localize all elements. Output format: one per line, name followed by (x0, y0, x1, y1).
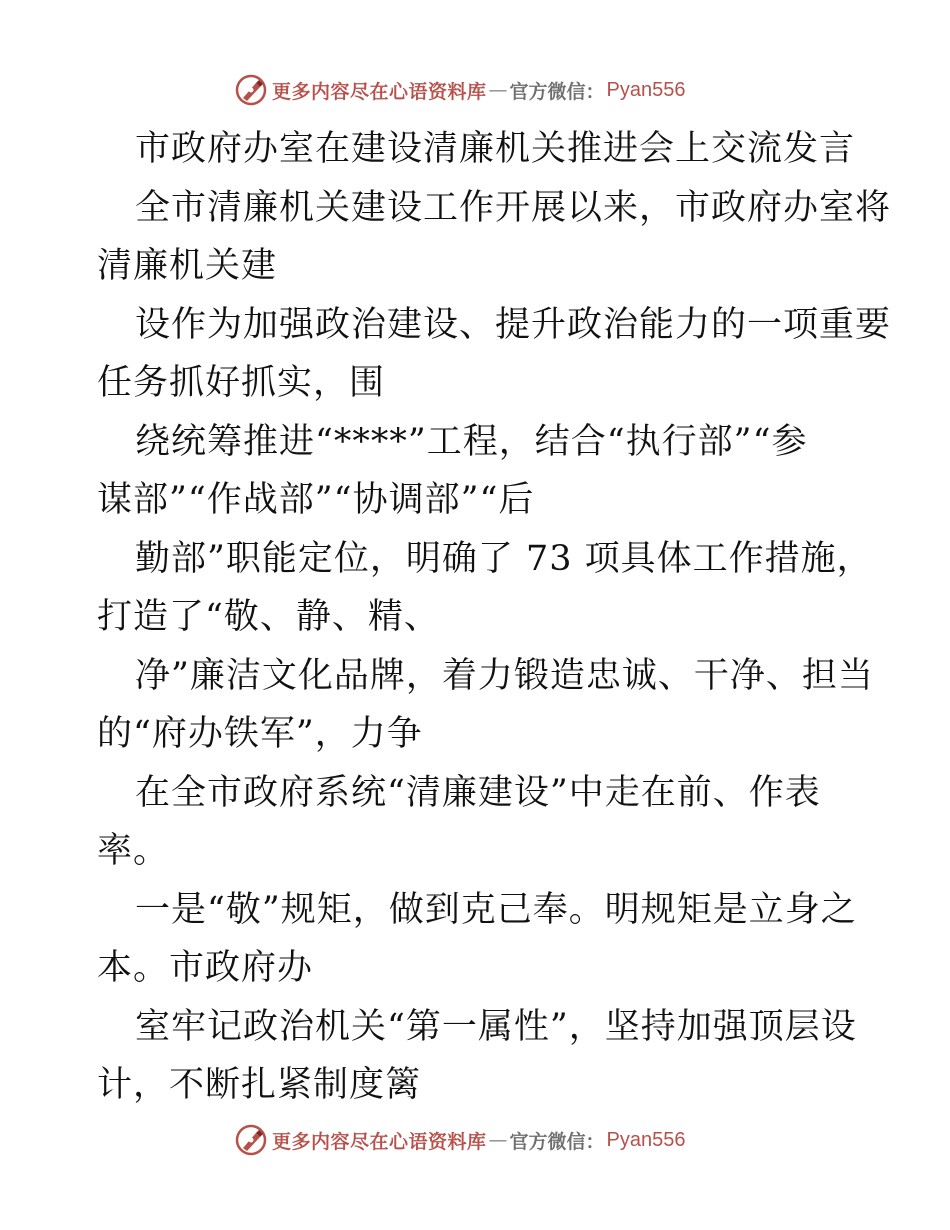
text-line: 的“府办铁军”，力争 (97, 714, 423, 754)
pen-circle-logo-icon (234, 73, 268, 107)
header-watermark (234, 72, 686, 108)
text-line: 一是“敬”规矩，做到克己奉。明规矩是立身之 (135, 889, 857, 930)
watermark-wechat-label: 官方微信： (509, 80, 605, 103)
watermark-text: 更多内容尽在心语资料库 (272, 80, 487, 103)
watermark-dash: — (488, 79, 508, 101)
watermark-dash: — (488, 1129, 508, 1151)
footer-watermark (234, 1122, 686, 1158)
text-line: 绕统筹推进“****”工程，结合“执行部”“参 (135, 421, 808, 462)
document-body (97, 120, 892, 1115)
watermark-wechat-id: Pyan556 (606, 1128, 686, 1151)
watermark-wechat-label: 官方微信： (509, 1130, 605, 1153)
text-line: 全市清廉机关建设工作开展以来，市政府办室将 (135, 187, 892, 228)
text-line: 在全市政府系统“清廉建设”中走在前、作表 (135, 772, 821, 813)
watermark-text: 更多内容尽在心语资料库 (272, 1130, 487, 1153)
text-line: 本。市政府办 (97, 948, 314, 988)
text-line: 净”廉洁文化品牌，着力锻造忠诚、干净、担当 (135, 655, 874, 696)
text-line: 计，不断扎紧制度篱 (97, 1065, 422, 1105)
watermark-wechat-id: Pyan556 (606, 78, 686, 101)
text-line: 任务抓好抓实，围 (97, 363, 386, 403)
text-line: 清廉机关建 (97, 246, 278, 286)
pen-circle-logo-icon (234, 1123, 268, 1157)
text-line: 率。 (97, 831, 170, 871)
text-line: 设作为加强政治建设、提升政治能力的一项重要 (135, 304, 892, 345)
text-line: 谋部”“作战部”“协调部”“后 (97, 480, 535, 520)
text-line: 市政府办室在建设清廉机关推进会上交流发言 (135, 129, 856, 169)
text-line: 打造了“敬、静、精、 (97, 597, 440, 637)
text-line: 勤部”职能定位，明确了 73 项具体工作措施， (135, 538, 873, 579)
text-line: 室牢记政治机关“第一属性”，坚持加强顶层设 (135, 1006, 857, 1047)
